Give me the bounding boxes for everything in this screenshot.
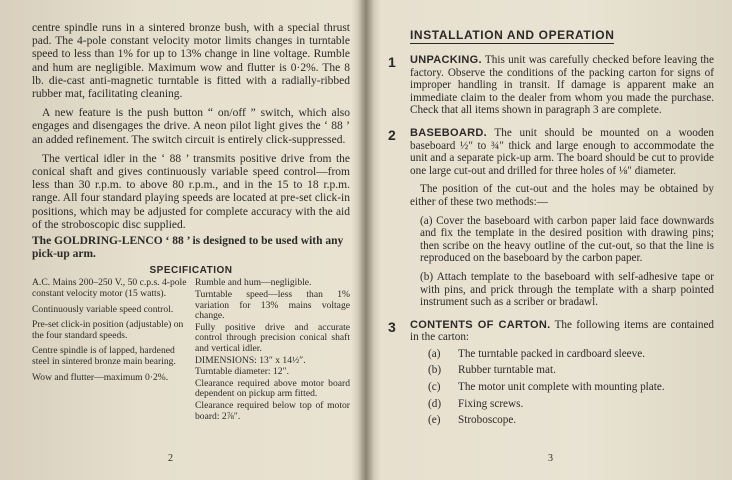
spec-item: DIMENSIONS: 13″ x 14½″.	[195, 354, 306, 366]
idler-paragraph: The vertical idler in the ‘ 88 ’ transmits positive drive from the conical shaft and gives continuously variable speed control—from less than 30 r.p.m. to above 80 r.p.m., and in the 15 to 18 r.p.m. range. All four standard playing speeds are located at pre-set click-in positions, which may be adjusted for complete accuracy with the aid of the stroboscopic disc supplied.	[32, 152, 350, 231]
intro-paragraph: centre spindle runs in a sintered bronze bush, with a special thrust pad. The 4-pole constant velocity motor limits changes in turntable speed to less than 1% for up to 13% change in line voltage. Rumble and hum are negligible. Maximum wow and flutter is 0·2%. The 8 lb. die-cast anti-magnetic turntable is fitted with a radially-ribbed rubber mat, facilitating cleaning.	[32, 22, 350, 101]
spec-column-right	[195, 278, 350, 423]
section-number: 2	[388, 126, 396, 143]
method-b: (b) Attach template to the baseboard with self-adhesive tape or with pins, and prick through the template with a sharp pointed instrument such as a scriber or bradawl.	[420, 270, 714, 309]
section-text: The following items are contained in the carton:	[410, 318, 715, 344]
spec-item: Rumble and hum—negligible.	[195, 277, 312, 289]
section-heading: UNPACKING.	[410, 54, 482, 66]
page-number-left: 2	[168, 453, 173, 464]
list-item: (c) The motor unit complete with mounting plate.	[428, 381, 665, 394]
method-intro: The position of the cut-out and the holes may be obtained by either of these two methods:—	[410, 183, 714, 208]
right-page	[366, 0, 732, 480]
spec-item: Continuously variable speed control.	[32, 303, 174, 315]
spec-item: Pre-set click-in position (adjustable) on the four standard speeds.	[32, 319, 184, 341]
spec-item: Turntable diameter: 12″.	[195, 366, 289, 378]
list-item: (a) The turntable packed in cardboard sleeve.	[428, 347, 645, 360]
specification-grid	[32, 278, 350, 423]
section-contents	[388, 319, 714, 427]
spec-column-left	[32, 278, 187, 423]
spec-item: A.C. Mains 200–250 V., 50 c.p.s. 4-pole constant velocity motor (15 watts).	[32, 277, 187, 300]
page-number-right: 3	[548, 453, 553, 464]
spec-item: Wow and flutter—maximum 0·2%.	[32, 371, 169, 383]
pickup-arm-note: The GOLDRING-LENCO ‘ 88 ’ is designed to be used with any pick-up arm.	[32, 235, 344, 261]
section-number: 1	[388, 54, 396, 70]
spec-item: Turntable speed—less than 1% variation for 13% mains voltage change.	[195, 289, 350, 322]
section-heading: CONTENTS OF CARTON.	[410, 318, 551, 331]
specification-heading: SPECIFICATION	[149, 265, 233, 277]
switch-paragraph: A new feature is the push button “ on/off ” switch, which also engages and disengages the drive. A neon pilot light gives the ‘ 88 ’ an added refinement. The switch circuit is entirely click-suppressed.	[32, 107, 350, 146]
list-item: (b) Rubber turntable mat.	[428, 364, 556, 377]
method-a: (a) Cover the baseboard with carbon paper laid face downwards and fix the template in the desired position with drawing pins; then scribe on the heavy outline of the cut-out, so that the line is reproduced on the baseboard by the carbon paper.	[420, 214, 714, 265]
spec-item: Fully positive drive and accurate control through precision conical shaft and vertical idler.	[195, 321, 350, 355]
section-text: This unit was carefully checked before leaving the factory. Observe the conditions of the packing carton for signs of improper handling in transit. If damage is apparent make an immediate claim to the dealer from whom you made the purchase. Check that all items shown in paragraph 3 are complete.	[410, 54, 714, 117]
spec-item: Clearance required below top of motor board: 2⅞″.	[195, 399, 350, 422]
section-text: The unit should be mounted on a wooden baseboard ½″ to ¾″ thick and large enough to accommodate the unit and a separate pick-up arm. The board should be cut to provide one large cut-out and drilled for three holes of ⅛″ diameter.	[410, 126, 714, 177]
installation-title: INSTALLATION AND OPERATION	[410, 28, 615, 42]
spec-item: Clearance required above motor board dependent on pickup arm fitted.	[195, 377, 350, 400]
section-heading: BASEBOARD.	[410, 126, 487, 139]
list-item: (e) Stroboscope.	[428, 414, 517, 427]
section-baseboard	[388, 127, 714, 309]
spec-item: Centre spindle is of lapped, hardened steel in sintered bronze main bearing.	[32, 345, 176, 368]
section-unpacking	[388, 54, 714, 117]
contents-list	[410, 348, 714, 427]
section-number: 3	[388, 318, 396, 335]
list-item: (d) Fixing screws.	[428, 397, 524, 410]
